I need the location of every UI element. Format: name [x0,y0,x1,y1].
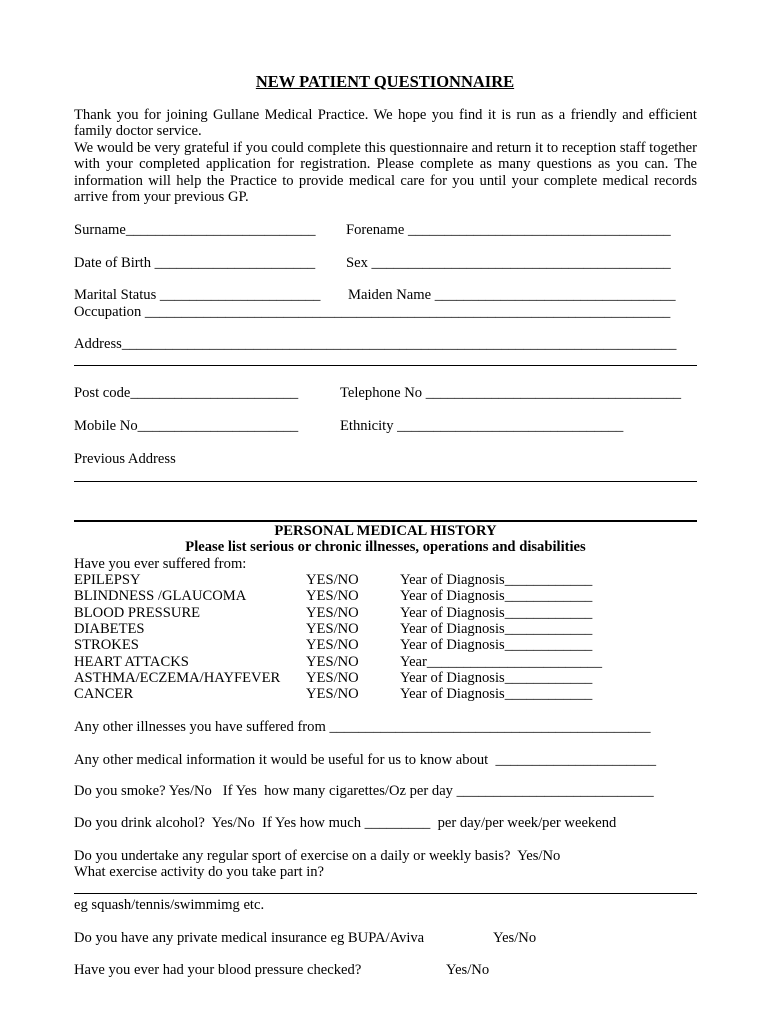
intro-paragraph-1: Thank you for joining Gullane Medical Practice. We hope you find it is run as a friendly and efficient family doctor service. [74,107,697,140]
address-line-2[interactable] [74,365,697,366]
mobile-field[interactable]: Mobile No______________________ [74,418,299,434]
history-prompt: Have you ever suffered from: [74,556,247,572]
alcohol-question[interactable]: Do you drink alcohol? Yes/No If Yes how much _________ per day/per week/per weekend [74,815,617,831]
yes-no-option[interactable]: YES/NO [306,637,359,653]
year-field[interactable]: Year of Diagnosis____________ [400,588,593,604]
exercise-answer-line[interactable] [74,893,697,894]
marital-status-field[interactable]: Marital Status ______________________ [74,287,321,303]
insurance-question: Do you have any private medical insurance eg BUPA/Aviva [74,930,425,946]
forename-field[interactable]: Forename ____________________________________ [346,222,671,238]
bp-yes-no[interactable]: Yes/No [446,962,490,978]
year-field[interactable]: Year of Diagnosis____________ [400,605,593,621]
sport-question[interactable]: Do you undertake any regular sport of exercise on a daily or weekly basis? Yes/No [74,848,561,864]
intro-paragraph-2: We would be very grateful if you could complete this questionnaire and return it to reception staff together with your completed application for registration. Please complete as many questions as you can. The information will help the Practice to provide medical care for you until your complete medical records arrive from your previous GP. [74,139,697,206]
history-subheading: Please list serious or chronic illnesses, operations and disabilities [185,539,586,555]
history-heading: PERSONAL MEDICAL HISTORY [274,523,497,539]
other-illnesses-field[interactable]: Any other illnesses you have suffered from ____________________________________________ [74,719,651,735]
telephone-field[interactable]: Telephone No ___________________________________ [340,385,682,401]
yes-no-option[interactable]: YES/NO [306,572,359,588]
condition-label: CANCER [74,686,134,702]
address-field[interactable]: Address____________________________________________________________________________ [74,336,677,352]
yes-no-option[interactable]: YES/NO [306,605,359,621]
page-title: NEW PATIENT QUESTIONNAIRE [255,72,515,91]
yes-no-option[interactable]: YES/NO [306,686,359,702]
year-field[interactable]: Year of Diagnosis____________ [400,670,593,686]
sex-field[interactable]: Sex _________________________________________ [346,255,671,271]
previous-address-label: Previous Address [74,451,176,467]
occupation-field[interactable]: Occupation ________________________________________________________________________ [74,304,671,320]
exercise-example: eg squash/tennis/swimmimg etc. [74,897,265,913]
yes-no-option[interactable]: YES/NO [306,588,359,604]
ethnicity-field[interactable]: Ethnicity _______________________________ [340,418,624,434]
bp-checked-question: Have you ever had your blood pressure checked? [74,962,362,978]
section-divider [74,520,697,522]
yes-no-option[interactable]: YES/NO [306,654,359,670]
yes-no-option[interactable]: YES/NO [306,621,359,637]
surname-field[interactable]: Surname__________________________ [74,222,316,238]
condition-label: BLINDNESS /GLAUCOMA [74,588,247,604]
postcode-field[interactable]: Post code_______________________ [74,385,299,401]
year-field[interactable]: Year________________________ [400,654,603,670]
dob-field[interactable]: Date of Birth ______________________ [74,255,316,271]
intro-text [74,107,697,205]
year-field[interactable]: Year of Diagnosis____________ [400,572,593,588]
condition-label: ASTHMA/ECZEMA/HAYFEVER [74,670,281,686]
yes-no-option[interactable]: YES/NO [306,670,359,686]
exercise-question: What exercise activity do you take part in? [74,864,325,880]
condition-label: DIABETES [74,621,145,637]
maiden-name-field[interactable]: Maiden Name _________________________________ [348,287,676,303]
year-field[interactable]: Year of Diagnosis____________ [400,686,593,702]
insurance-yes-no[interactable]: Yes/No [493,930,537,946]
other-info-field[interactable]: Any other medical information it would be useful for us to know about ______________________ [74,752,657,768]
condition-label: STROKES [74,637,139,653]
year-field[interactable]: Year of Diagnosis____________ [400,621,593,637]
previous-address-line[interactable] [74,481,697,482]
smoke-question[interactable]: Do you smoke? Yes/No If Yes how many cigarettes/Oz per day ___________________________ [74,783,654,799]
condition-label: EPILEPSY [74,572,141,588]
condition-label: HEART ATTACKS [74,654,189,670]
condition-label: BLOOD PRESSURE [74,605,201,621]
year-field[interactable]: Year of Diagnosis____________ [400,637,593,653]
